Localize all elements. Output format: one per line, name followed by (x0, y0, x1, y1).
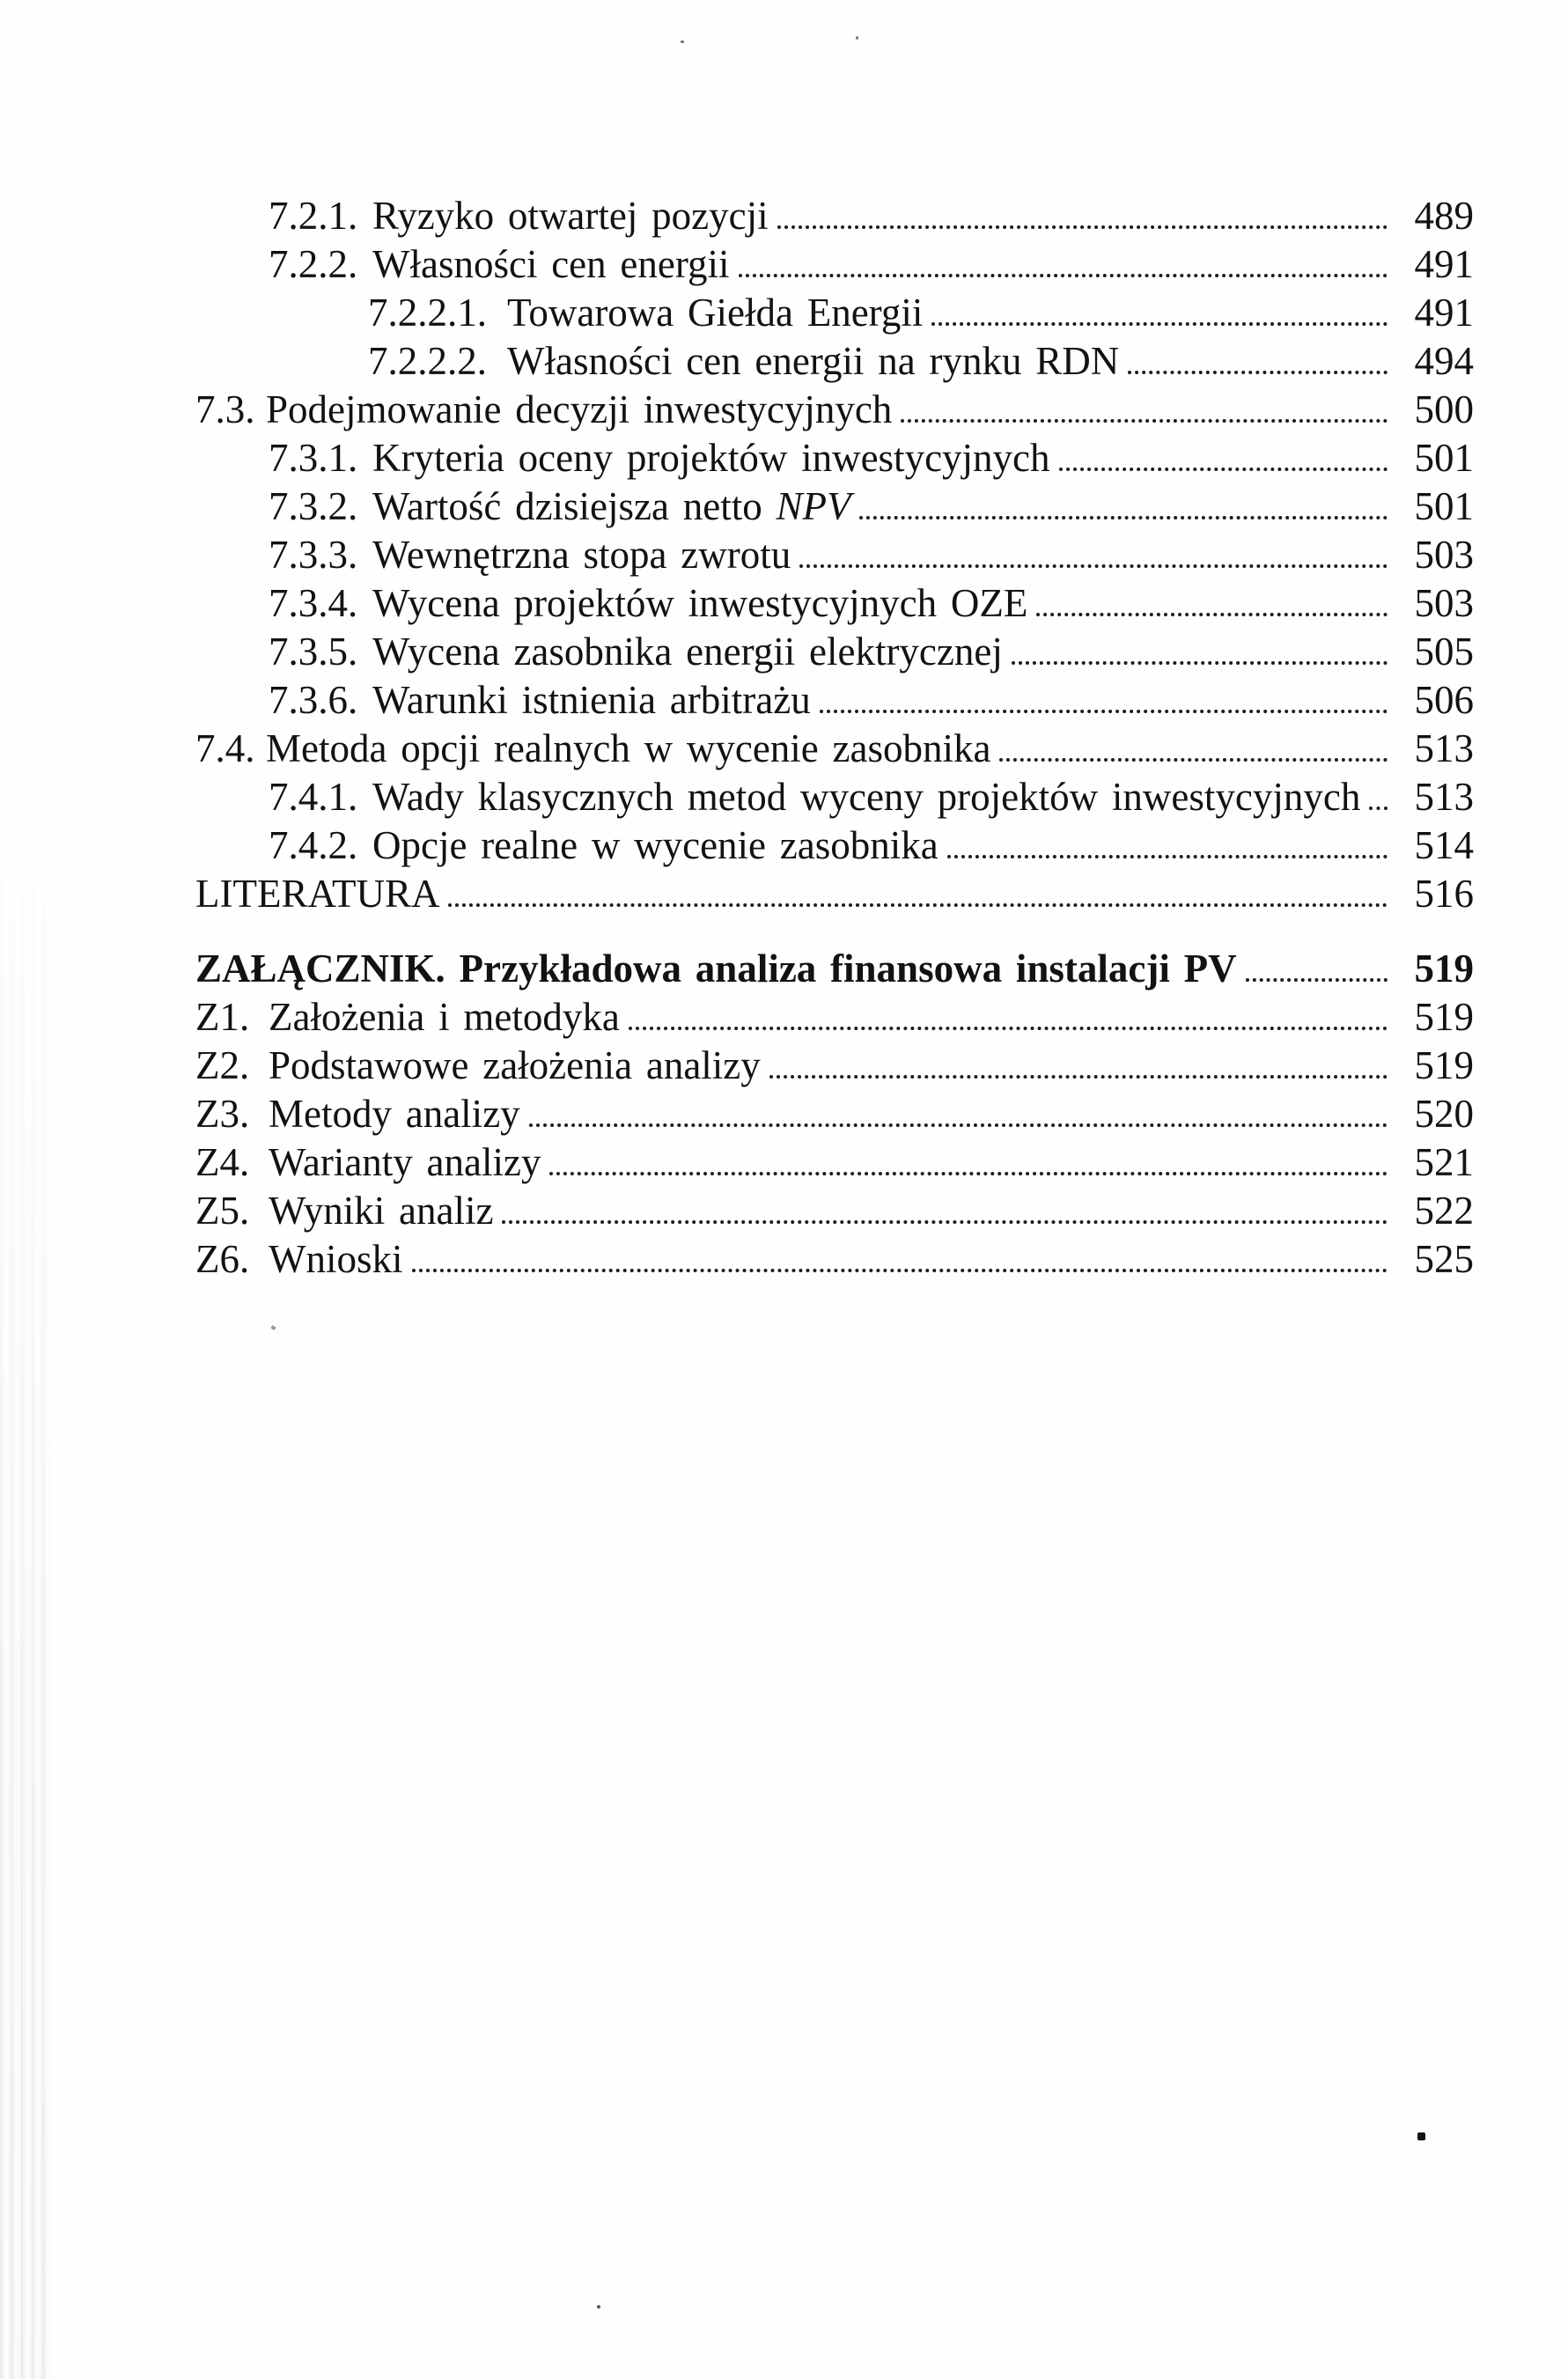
entry-number: 7.3.1. (269, 436, 358, 480)
page-number: 519 (1414, 1043, 1474, 1087)
entry-number: 7.3.6. (269, 678, 358, 722)
leader-dots (448, 903, 1388, 907)
entry-title: Metody analizy (269, 1092, 520, 1136)
page-number: 519 (1414, 995, 1474, 1039)
leader-dots (777, 225, 1388, 229)
entry-number: 7.3.4. (269, 581, 358, 625)
leader-dots (859, 516, 1388, 519)
entry-title: LITERATURA (195, 872, 440, 916)
page-number: 491 (1414, 242, 1474, 286)
entry-title: Wycena zasobnika energii elektrycznej (372, 630, 1003, 674)
toc-entry (195, 531, 1474, 579)
scan-speck (1417, 2132, 1425, 2140)
leader-dots (1012, 661, 1388, 665)
page-number: 520 (1414, 1092, 1474, 1136)
toc-entry (195, 1235, 1474, 1284)
page-number: 516 (1414, 872, 1474, 916)
toc-entry (195, 337, 1474, 386)
leader-dots (739, 274, 1388, 277)
leader-dots (820, 710, 1388, 713)
leader-dots (1059, 468, 1388, 471)
toc-entry (195, 773, 1474, 821)
toc-entry-zalacznik (195, 945, 1474, 993)
leader-dots (1369, 807, 1388, 810)
page-number: 501 (1414, 484, 1474, 528)
entry-title: Podstawowe założenia analizy (269, 1043, 761, 1087)
page-number: 503 (1414, 581, 1474, 625)
leader-dots (529, 1123, 1388, 1127)
toc-entry (195, 1090, 1474, 1138)
toc-entry (195, 676, 1474, 725)
entry-number: 7.2.2.1. (368, 291, 487, 335)
toc-entry-literatura (195, 870, 1474, 918)
entry-title: Kryteria oceny projektów inwestycyjnych (372, 436, 1050, 480)
entry-number: 7.4. (195, 726, 255, 770)
entry-number: 7.3.2. (269, 484, 358, 528)
entry-number: 7.4.1. (269, 775, 358, 819)
entry-title: Ryzyko otwartej pozycji (372, 194, 769, 238)
entry-title-italic: NPV (776, 484, 851, 528)
toc-entry (195, 482, 1474, 531)
entry-number: 7.2.2.2. (368, 339, 487, 383)
entry-number: 7.2.2. (269, 242, 358, 286)
page-number: 489 (1414, 194, 1474, 238)
page-number: 525 (1414, 1237, 1474, 1281)
leader-dots (1246, 978, 1388, 982)
entry-title: Towarowa Giełda Energii (507, 291, 924, 335)
page-number: 514 (1414, 823, 1474, 867)
entry-number: 7.2.1. (269, 194, 358, 238)
toc-entry (195, 192, 1474, 240)
entry-number: 7.3.3. (269, 533, 358, 577)
toc-entry (195, 1187, 1474, 1235)
entry-title: Wewnętrzna stopa zwrotu (372, 533, 791, 577)
page-number: 522 (1414, 1189, 1474, 1233)
page-number: 521 (1414, 1140, 1474, 1184)
leader-dots (799, 564, 1388, 568)
entry-number: Z2. (195, 1043, 250, 1087)
toc-entry (195, 628, 1474, 676)
toc-entry (195, 993, 1474, 1042)
toc-entry (195, 240, 1474, 289)
entry-title: Wnioski (269, 1237, 403, 1281)
scanner-banding-fade (0, 0, 51, 2379)
page-number: 505 (1414, 630, 1474, 674)
scan-speck (270, 1325, 276, 1330)
leader-dots (769, 1075, 1388, 1079)
leader-dots (549, 1172, 1388, 1175)
leader-dots (947, 855, 1388, 858)
entry-number: Z1. (195, 995, 250, 1039)
entry-number: 7.3.5. (269, 630, 358, 674)
entry-title: ZAŁĄCZNIK. Przykładowa analiza finansowa instalacji PV (195, 946, 1237, 991)
entry-title: Własności cen energii na rynku RDN (507, 339, 1120, 383)
entry-number: Z4. (195, 1140, 250, 1184)
leader-dots (502, 1220, 1388, 1224)
entry-title: Założenia i metodyka (269, 995, 620, 1039)
leader-dots (901, 419, 1388, 423)
leader-dots (999, 758, 1388, 762)
page-number: 491 (1414, 291, 1474, 335)
scan-speck (597, 2305, 600, 2309)
entry-title: Podejmowanie decyzji inwestycyjnych (266, 387, 893, 431)
toc-entry (195, 1042, 1474, 1090)
entry-number: Z6. (195, 1237, 250, 1281)
toc-entry (195, 434, 1474, 482)
leader-dots (412, 1269, 1388, 1272)
page-number: 513 (1414, 775, 1474, 819)
page-number: 501 (1414, 436, 1474, 480)
page-number: 503 (1414, 533, 1474, 577)
page-number: 500 (1414, 387, 1474, 431)
leader-dots (1128, 371, 1388, 374)
entry-title: Metoda opcji realnych w wycenie zasobnika (266, 726, 991, 770)
leader-dots (931, 322, 1388, 326)
entry-title: Wady klasycznych metod wyceny projektów inwestycyjnych (372, 775, 1361, 819)
toc-entry (195, 725, 1474, 773)
entry-title: Opcje realne w wycenie zasobnika (372, 823, 939, 867)
page-number: 494 (1414, 339, 1474, 383)
entry-number: Z3. (195, 1092, 250, 1136)
toc-entry (195, 289, 1474, 337)
entry-title: Warianty analizy (269, 1140, 541, 1184)
table-of-contents (195, 192, 1474, 1284)
page-number: 506 (1414, 678, 1474, 722)
leader-dots (629, 1027, 1388, 1030)
entry-number: 7.4.2. (269, 823, 358, 867)
page-number: 513 (1414, 726, 1474, 770)
entry-title: Warunki istnienia arbitrażu (372, 678, 811, 722)
toc-entry (195, 1138, 1474, 1187)
entry-title: Własności cen energii (372, 242, 730, 286)
entry-title: Wartość dzisiejsza netto NPV (372, 484, 851, 528)
leader-dots (1036, 613, 1388, 616)
page-number: 519 (1414, 946, 1474, 991)
toc-entry (195, 579, 1474, 628)
scan-speck (856, 36, 858, 40)
entry-title: Wycena projektów inwestycyjnych OZE (372, 581, 1028, 625)
entry-number: 7.3. (195, 387, 255, 431)
entry-number: Z5. (195, 1189, 250, 1233)
scan-speck (681, 41, 684, 43)
toc-entry (195, 821, 1474, 870)
entry-title: Wyniki analiz (269, 1189, 494, 1233)
toc-entry (195, 386, 1474, 434)
